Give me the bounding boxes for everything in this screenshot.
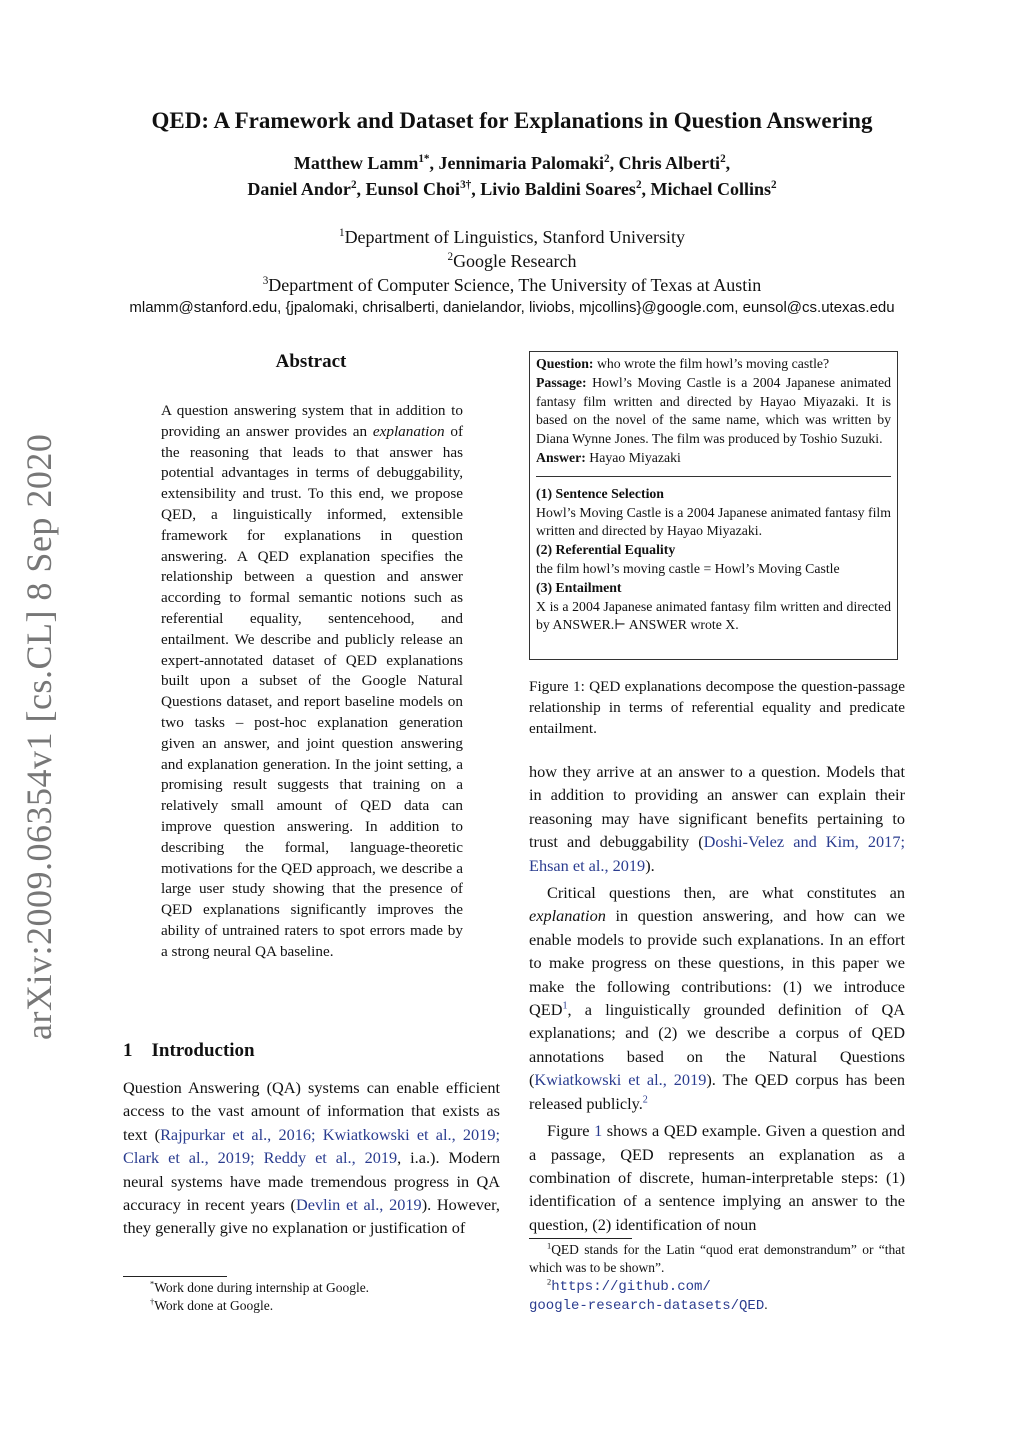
step-3-label: (3) Entailment xyxy=(536,579,622,595)
footnote-mark: † xyxy=(150,1297,155,1307)
figure-ref-link[interactable]: 1 xyxy=(594,1121,603,1141)
figure-answer xyxy=(536,449,891,468)
footnote-text: Work done at Google. xyxy=(154,1298,274,1313)
footnote-url-link[interactable]: https://github.com/ xyxy=(551,1279,711,1295)
author-sup: 2 xyxy=(603,153,610,165)
affiliations xyxy=(0,225,1024,297)
affiliation-sup: 2 xyxy=(447,251,454,263)
body-text: how they arrive at an answer to a question. Models that in addition to providing an answer can explain their reasoning may have significant benefits pertaining to trust and debuggability ( xyxy=(529,762,905,852)
footnote xyxy=(150,1297,500,1315)
author-name: Eunsol Choi xyxy=(365,179,461,199)
paragraph xyxy=(529,881,905,1115)
intro-text: Question Answering (QA) systems can enable efficient access to the vast amount of information that exists as text ( xyxy=(123,1078,500,1144)
passage-text: Howl’s Moving Castle is a 2004 Japanese animated fantasy film written and directed by Hayao Miyazaki. It is based on the novel of the same name, which was written by Diana Wynne Jones. The film was produced by Toshio Suzuki. xyxy=(536,374,891,447)
section-heading-introduction xyxy=(123,1040,255,1062)
body-text: , a linguistically grounded definition of QA explanations; and (2) we describe a corpus of QED annotations based on the Natural Questions ( xyxy=(529,1000,905,1090)
affiliation-text: Google Research xyxy=(453,251,577,271)
paper-title: QED: A Framework and Dataset for Explanations in Question Answering xyxy=(151,108,873,133)
citation-link[interactable]: Rajpurkar et al., 2016; Kwiatkowski et al., 2019; Clark et al., 2019; Reddy et al., 2019 xyxy=(123,1124,501,1168)
intro-text: ). However, they generally give no explanation or justification of xyxy=(123,1195,500,1238)
author-sup: 3† xyxy=(460,179,472,191)
section-number: 1 xyxy=(123,1040,133,1061)
introduction-paragraph xyxy=(123,1076,500,1240)
step-2-label: (2) Referential Equality xyxy=(536,542,676,558)
arxiv-stamp: arXiv:2009.06354v1 [cs.CL] 8 Sep 2020 xyxy=(19,433,59,1040)
author-sup: 2 xyxy=(720,153,726,165)
intro-text: , i.a.). Modern neural systems have made tremendous progress in QA accuracy in recent years ( xyxy=(123,1148,501,1215)
body-text: ). xyxy=(645,855,655,875)
affiliation-text: Department of Linguistics, Stanford University xyxy=(344,227,685,247)
abstract-body xyxy=(161,401,463,963)
author-name: Chris Alberti xyxy=(618,153,721,173)
author-sup: 2 xyxy=(771,179,777,191)
footnotes-right xyxy=(529,1241,905,1315)
answer-text: Hayao Miyazaki xyxy=(585,449,681,465)
affiliation-1 xyxy=(0,225,1024,249)
footnote-mark: 2 xyxy=(547,1277,552,1287)
footnote-text: Work done during internship at Google. xyxy=(154,1280,370,1295)
footnote xyxy=(529,1277,905,1296)
question-text: who wrote the film howl’s moving castle? xyxy=(593,356,830,371)
footnote-divider xyxy=(123,1276,227,1277)
affiliation-2 xyxy=(0,249,1024,273)
step-2-text: the film howl’s moving castle = Howl’s Moving Castle xyxy=(536,560,840,576)
answer-label: Answer: xyxy=(536,449,586,465)
footnote-url-line xyxy=(529,1296,905,1315)
affiliation-text: Department of Computer Science, The University of Texas at Austin xyxy=(268,275,762,295)
footnote-text: . xyxy=(764,1297,768,1312)
step-1-label: (1) Sentence Selection xyxy=(536,485,664,501)
author-name: Daniel Andor xyxy=(247,179,351,199)
footnote-ref-link[interactable]: 2 xyxy=(642,1094,648,1106)
author-name: Jennimaria Palomaki xyxy=(438,153,604,173)
citation-link[interactable]: Kwiatkowski et al., 2019 xyxy=(534,1070,707,1090)
body-text: shows a QED example. Given a question and a passage, QED represents an explanation as a combination of discrete, human-interpretable steps: (1) identification of a sentence implying an answer to the question, (2) identification of noun xyxy=(529,1121,906,1234)
section-title: Introduction xyxy=(151,1040,255,1061)
abstract-heading: Abstract xyxy=(275,351,347,372)
body-text: ). The QED corpus has been released publicly. xyxy=(529,1070,905,1113)
step-1-text: Howl’s Moving Castle is a 2004 Japanese animated fantasy film written and directed by Hayao Miyazaki. xyxy=(536,504,891,539)
author-name: Michael Collins xyxy=(650,179,772,199)
abstract-emphasis: explanation xyxy=(372,422,445,440)
footnote-mark: 1 xyxy=(547,1241,552,1251)
footnote-divider xyxy=(529,1238,632,1239)
footnote-mark: * xyxy=(150,1279,155,1289)
footnote xyxy=(150,1279,500,1297)
paragraph xyxy=(529,760,905,877)
affiliation-sup: 1 xyxy=(338,227,345,239)
body-text: Critical questions then, are what constitutes an xyxy=(547,883,905,903)
citation-link[interactable]: Doshi-Velez and Kim, 2017; Ehsan et al., 2019 xyxy=(529,832,905,875)
author-name: Livio Baldini Soares xyxy=(480,179,636,199)
author-sup: 2 xyxy=(635,179,642,191)
figure-question xyxy=(536,355,891,374)
footnotes-left xyxy=(150,1279,500,1315)
citation-link[interactable]: Devlin et al., 2019 xyxy=(295,1195,422,1215)
figure-1-caption: Figure 1: QED explanations decompose the question-passage relationship in terms of referential equality and predicate entailment. xyxy=(529,678,905,737)
body-emphasis: explanation xyxy=(529,906,606,926)
author-sup: 2 xyxy=(350,179,357,191)
body-text: Figure xyxy=(547,1121,595,1141)
step-3-text: X is a 2004 Japanese animated fantasy film written and directed by ANSWER.⊢ ANSWER wrote X. xyxy=(536,598,891,633)
affiliation-3 xyxy=(0,273,1024,297)
footnote-text: QED stands for the Latin “quod erat demonstrandum” or “that which was to be shown”. xyxy=(529,1242,905,1275)
body-text: in question answering, and how can we enable models to provide such explanations. In an effort to make progress on these questions, in this paper we make the following contributions: (1) we introduce QED xyxy=(529,906,905,1020)
figure-1-box xyxy=(529,351,898,660)
right-column-text xyxy=(529,760,905,1240)
question-label: Question: xyxy=(536,356,594,371)
abstract-text: of the reasoning that leads to that answer has potential advantages in terms of debuggability, extensibility and trust. To this end, we propose QED, a linguistically informed, extensible framework for explanations in question answering. A QED explanation specifies the relationship between a question and answer according to formal semantic notions such as referential equality, sentencehood, and entailment. We describe and publicly release an expert-annotated dataset of QED explanations built upon a subset of the Google Natural Questions dataset, and report baseline models on two tasks – post-hoc explanation generation given an answer, and joint question answering and explanation generation. In the joint setting, a promising result suggests that training on a relatively small amount of QED data can improve question answering. In addition to describing the formal, language-theoretic motivations for the QED approach, we describe a large user study showing that the presence of QED explanations significantly improves the ability of untrained raters to spot errors made by a strong neural QA baseline. xyxy=(161,422,463,960)
paragraph xyxy=(529,1119,905,1236)
affiliation-sup: 3 xyxy=(262,275,269,287)
author-line-2: Daniel Andor$^2$, Eunsol Choi$^{3\dagger}$, Livio Baldini Soares$^2$, Michael Collins$^2$ xyxy=(247,179,777,199)
abstract-text: A question answering system that in addition to providing an answer provides an xyxy=(161,402,463,440)
footnote-url-link[interactable]: google-research-datasets/QED xyxy=(529,1298,765,1314)
author-emails: mlamm@stanford.edu, {jpalomaki, chrisalberti, danielandor, liviobs, mjcollins}@google.com, eunsol@cs.utexas.edu xyxy=(129,299,895,316)
author-name: Matthew Lamm xyxy=(293,153,419,173)
figure-passage xyxy=(536,374,891,449)
footnote xyxy=(529,1241,905,1277)
footnote-ref-link[interactable]: 1 xyxy=(562,1000,568,1012)
author-line-1: Matthew Lamm$^{1*}$, Jennimaria Palomaki$^2$, Chris Alberti$^2$, xyxy=(293,153,731,173)
passage-label: Passage: xyxy=(536,374,587,390)
figure-divider xyxy=(536,476,891,477)
author-sup: 1* xyxy=(418,153,430,165)
author-list xyxy=(0,150,1024,202)
